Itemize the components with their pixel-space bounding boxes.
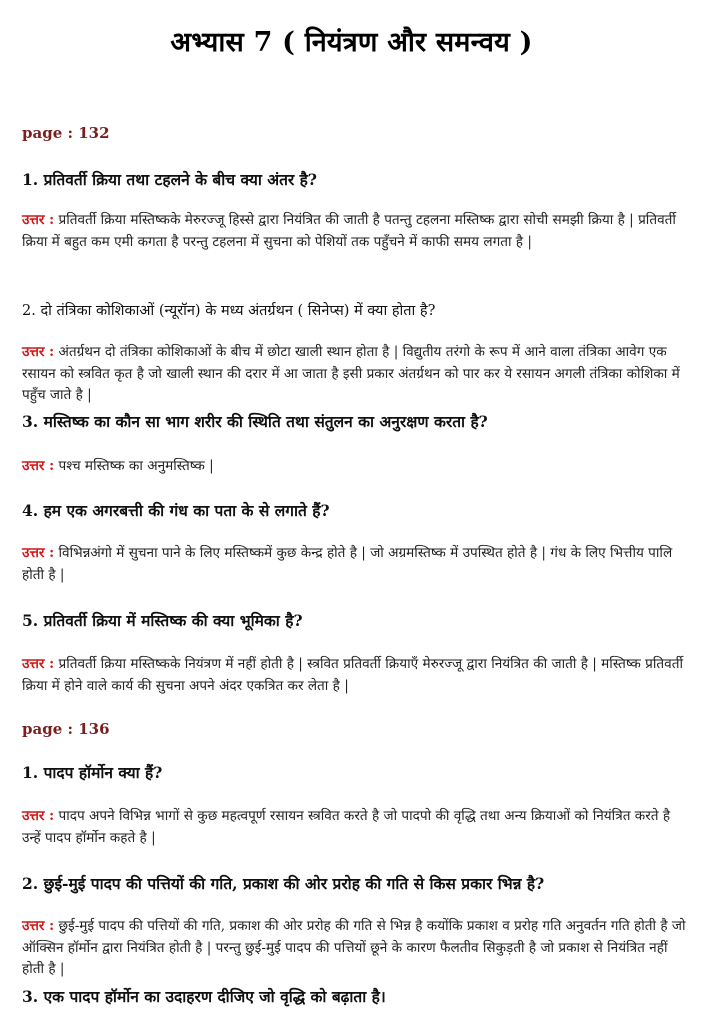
question-1: 1. प्रतिवर्ती क्रिया तथा टहलने के बीच क्या अंतर है? bbox=[22, 170, 317, 189]
answer-text: विभिन्नअंगो में सुचना पाने के लिए मस्तिष्कमें कुछ केन्द्र होते है | जो अग्रमस्तिष्क में उपस्थित होते है | गंध के लिए भित्तीय पालि होती है | bbox=[22, 545, 673, 583]
answer-5 bbox=[22, 654, 686, 697]
page-number-label: page : 136 bbox=[22, 720, 110, 738]
answer-label: उत्तर : bbox=[22, 545, 55, 561]
answer-text: पादप अपने विभिन्न भागों से कुछ महत्वपूर्ण रसायन स्त्रवित करते है जो पादपो की वृद्धि तथा अन्य क्रियाओं को नियंत्रित करते है उन्हें पादप हॉर्मोन कहते है | bbox=[22, 808, 671, 846]
question-3: 3. मस्तिष्क का कौन सा भाग शरीर की स्थिति तथा संतुलन का अनुरक्षण करता है? bbox=[22, 412, 488, 431]
answer-4 bbox=[22, 543, 686, 586]
answer-label: उत्तर : bbox=[22, 458, 55, 474]
question-6: 1. पादप हॉर्मोन क्या हैं? bbox=[22, 763, 163, 782]
answer-text: छुई-मुई पादप की पत्तियों की गति, प्रकाश की ओर प्ररोह की गति से भिन्न है कयोंकि प्रकाश व प्ररोह गति अनुवर्तन गति होती है जो ऑक्सिन हॉर्मोन द्वारा नियंत्रित होती है | परन्तु छुई-मुई पादप की पत्तियों छूने के कारण फैलतीव सिकुड़ती है जो प्रकाश से नियंत्रित नहीं होती है | bbox=[22, 918, 686, 977]
answer-7 bbox=[22, 916, 686, 981]
question-4: 4. हम एक अगरबत्ती की गंध का पता के से लगाते हैं? bbox=[22, 501, 330, 520]
answer-text: प्रतिवर्ती क्रिया मस्तिष्कके मेरुरज्जू हिस्से द्वारा नियंत्रित की जाती है पतन्तु टहलना मस्तिष्क द्वारा सोची समझी क्रिया है | प्रतिवर्ती क्रिया में बहुत कम एमी कगता है परन्तु टहलना में सुचना को पेशियों तक पहुँचने में काफी समय लगता है | bbox=[22, 212, 676, 250]
page-title: अभ्यास 7 ( नियंत्रण और समन्वय ) bbox=[170, 27, 533, 58]
answer-label: उत्तर : bbox=[22, 918, 55, 934]
answer-label: उत्तर : bbox=[22, 808, 55, 824]
answer-text: अंतर्ग्रथन दो तंत्रिका कोशिकाओं के बीच में छोटा खाली स्थान होता है | विद्युतीय तरंगो के रूप में आने वाला तंत्रिका आवेग एक रसायन को स्त्रवित कृत है जो खाली स्थान की दरार में आ जाता है इसी प्रकार अंतर्ग्रथन को पार कर ये रसायन अगली तंत्रिका कोशिका में पहुँच जाते है | bbox=[22, 344, 680, 403]
answer-2 bbox=[22, 342, 686, 407]
answer-3 bbox=[22, 456, 686, 478]
answer-text: प्रतिवर्ती क्रिया मस्तिष्कके नियंत्रण में नहीं होती है | स्त्रवित प्रतिवर्ती क्रियाएँ मेरुरज्जू द्वारा नियंत्रित की जाती है | मस्तिष्क प्रतिवर्ती क्रिया में होने वाले कार्य की सुचना अपने अंदर एकत्रित कर लेता है | bbox=[22, 656, 683, 694]
question-2: 2. दो तंत्रिका कोशिकाओं (न्यूरॉन) के मध्य अंतर्ग्रथन ( सिनेप्स) में क्या होता है? bbox=[22, 303, 436, 319]
answer-label: उत्तर : bbox=[22, 212, 55, 228]
question-5: 5. प्रतिवर्ती क्रिया में मस्तिष्क की क्या भूमिका है? bbox=[22, 611, 303, 630]
question-7: 2. छुई-मुई पादप की पत्तियों की गति, प्रकाश की ओर प्ररोह की गति से किस प्रकार भिन्न है? bbox=[22, 874, 545, 893]
question-8: 3. एक पादप हॉर्मोन का उदाहरण दीजिए जो वृद्धि को बढ़ाता है। bbox=[22, 987, 386, 1006]
answer-label: उत्तर : bbox=[22, 344, 55, 360]
answer-6 bbox=[22, 806, 686, 849]
answer-1 bbox=[22, 210, 686, 253]
answer-text: पश्च मस्तिष्क का अनुमस्तिष्क | bbox=[58, 458, 214, 474]
page-number-label: page : 132 bbox=[22, 124, 110, 142]
answer-label: उत्तर : bbox=[22, 656, 55, 672]
